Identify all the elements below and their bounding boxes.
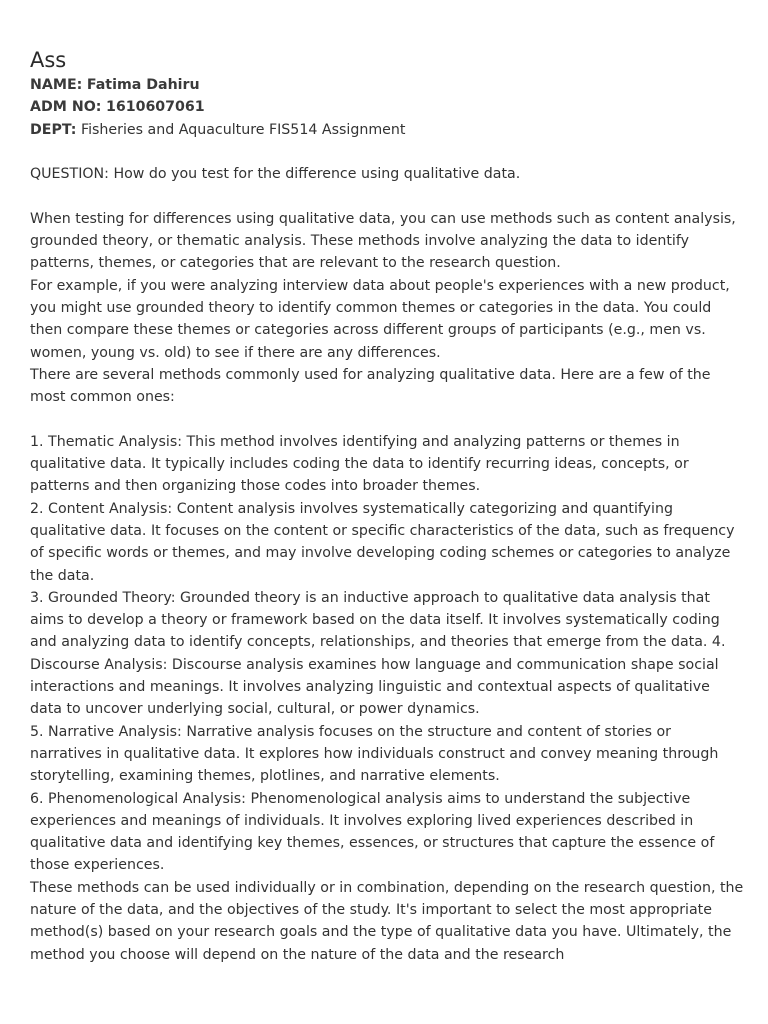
- adm-line: [30, 96, 746, 118]
- spacer: [30, 185, 746, 207]
- closing-paragraph: These methods can be used individually or in combination, depending on the research question, the nature of the data, and the objectives of the study. It's important to select the most appropriate method(s) based on your research goals and the type of qualitative data you have. Ultimately, the method you choose will depend on the nature of the data and the research: [30, 879, 744, 963]
- adm-value: 1610607061: [105, 99, 205, 116]
- name-line: [30, 74, 746, 96]
- intro-paragraph: For example, if you were analyzing interview data about people's experiences with a new product, you might use grounded theory to identify common themes or categories in the data. You could then compare these themes or categories across different groups of participants (e.g., men vs. women, young vs. old) to see if there are any differences.: [30, 277, 730, 361]
- name-label: NAME:: [30, 77, 83, 93]
- question-text: QUESTION: How do you test for the difference using qualitative data.: [30, 166, 521, 183]
- adm-label: ADM NO:: [30, 99, 102, 116]
- document-title: Ass: [30, 48, 67, 72]
- dept-line: [30, 119, 746, 141]
- method-paragraph: 2. Content Analysis: Content analysis involves systematically categorizing and quantifying qualitative data. It focuses on the content or specific characteristics of the data, such as frequency of specific words or themes, and may involve developing coding schemes or categories to analyze the data.: [30, 500, 735, 584]
- method-paragraph: 5. Narrative Analysis: Narrative analysis focuses on the structure and content of stories or narratives in qualitative data. It explores how individuals construct and convey meaning through storytelling, examining themes, plotlines, and narrative elements.: [30, 723, 719, 785]
- dept-value: Fisheries and Aquaculture FIS514 Assignment: [80, 121, 406, 138]
- document-body: [30, 74, 746, 966]
- document-page: [30, 46, 746, 966]
- dept-label: DEPT:: [30, 121, 77, 138]
- spacer: [30, 408, 746, 430]
- intro-paragraph: When testing for differences using qualitative data, you can use methods such as content analysis, grounded theory, or thematic analysis. These methods involve analyzing the data to identify patterns, themes, or categories that are relevant to the research question.: [30, 210, 736, 272]
- method-paragraph: 1. Thematic Analysis: This method involves identifying and analyzing patterns or themes in qualitative data. It typically includes coding the data to identify recurring ideas, concepts, or patterns and then organizing those codes into broader themes.: [30, 433, 689, 495]
- spacer: [30, 141, 746, 163]
- intro-paragraph: There are several methods commonly used for analyzing qualitative data. Here are a few of the most common ones:: [30, 366, 711, 406]
- method-paragraph: 3. Grounded Theory: Grounded theory is an inductive approach to qualitative data analysis that aims to develop a theory or framework based on the data itself. It involves systematically coding and analyzing data to identify concepts, relationships, and theories that emerge from the data. 4. Discourse Analysis: Discourse analysis examines how language and communication shape social interactions and meanings. It involves analyzing linguistic and contextual aspects of qualitative data to uncover underlying social, cultural, or power dynamics.: [30, 589, 726, 718]
- name-value: Fatima Dahiru: [86, 77, 200, 93]
- method-paragraph: 6. Phenomenological Analysis: Phenomenological analysis aims to understand the subjective experiences and meanings of individuals. It involves exploring lived experiences described in qualitative data and identifying key themes, essences, or structures that capture the essence of those experiences.: [30, 790, 715, 874]
